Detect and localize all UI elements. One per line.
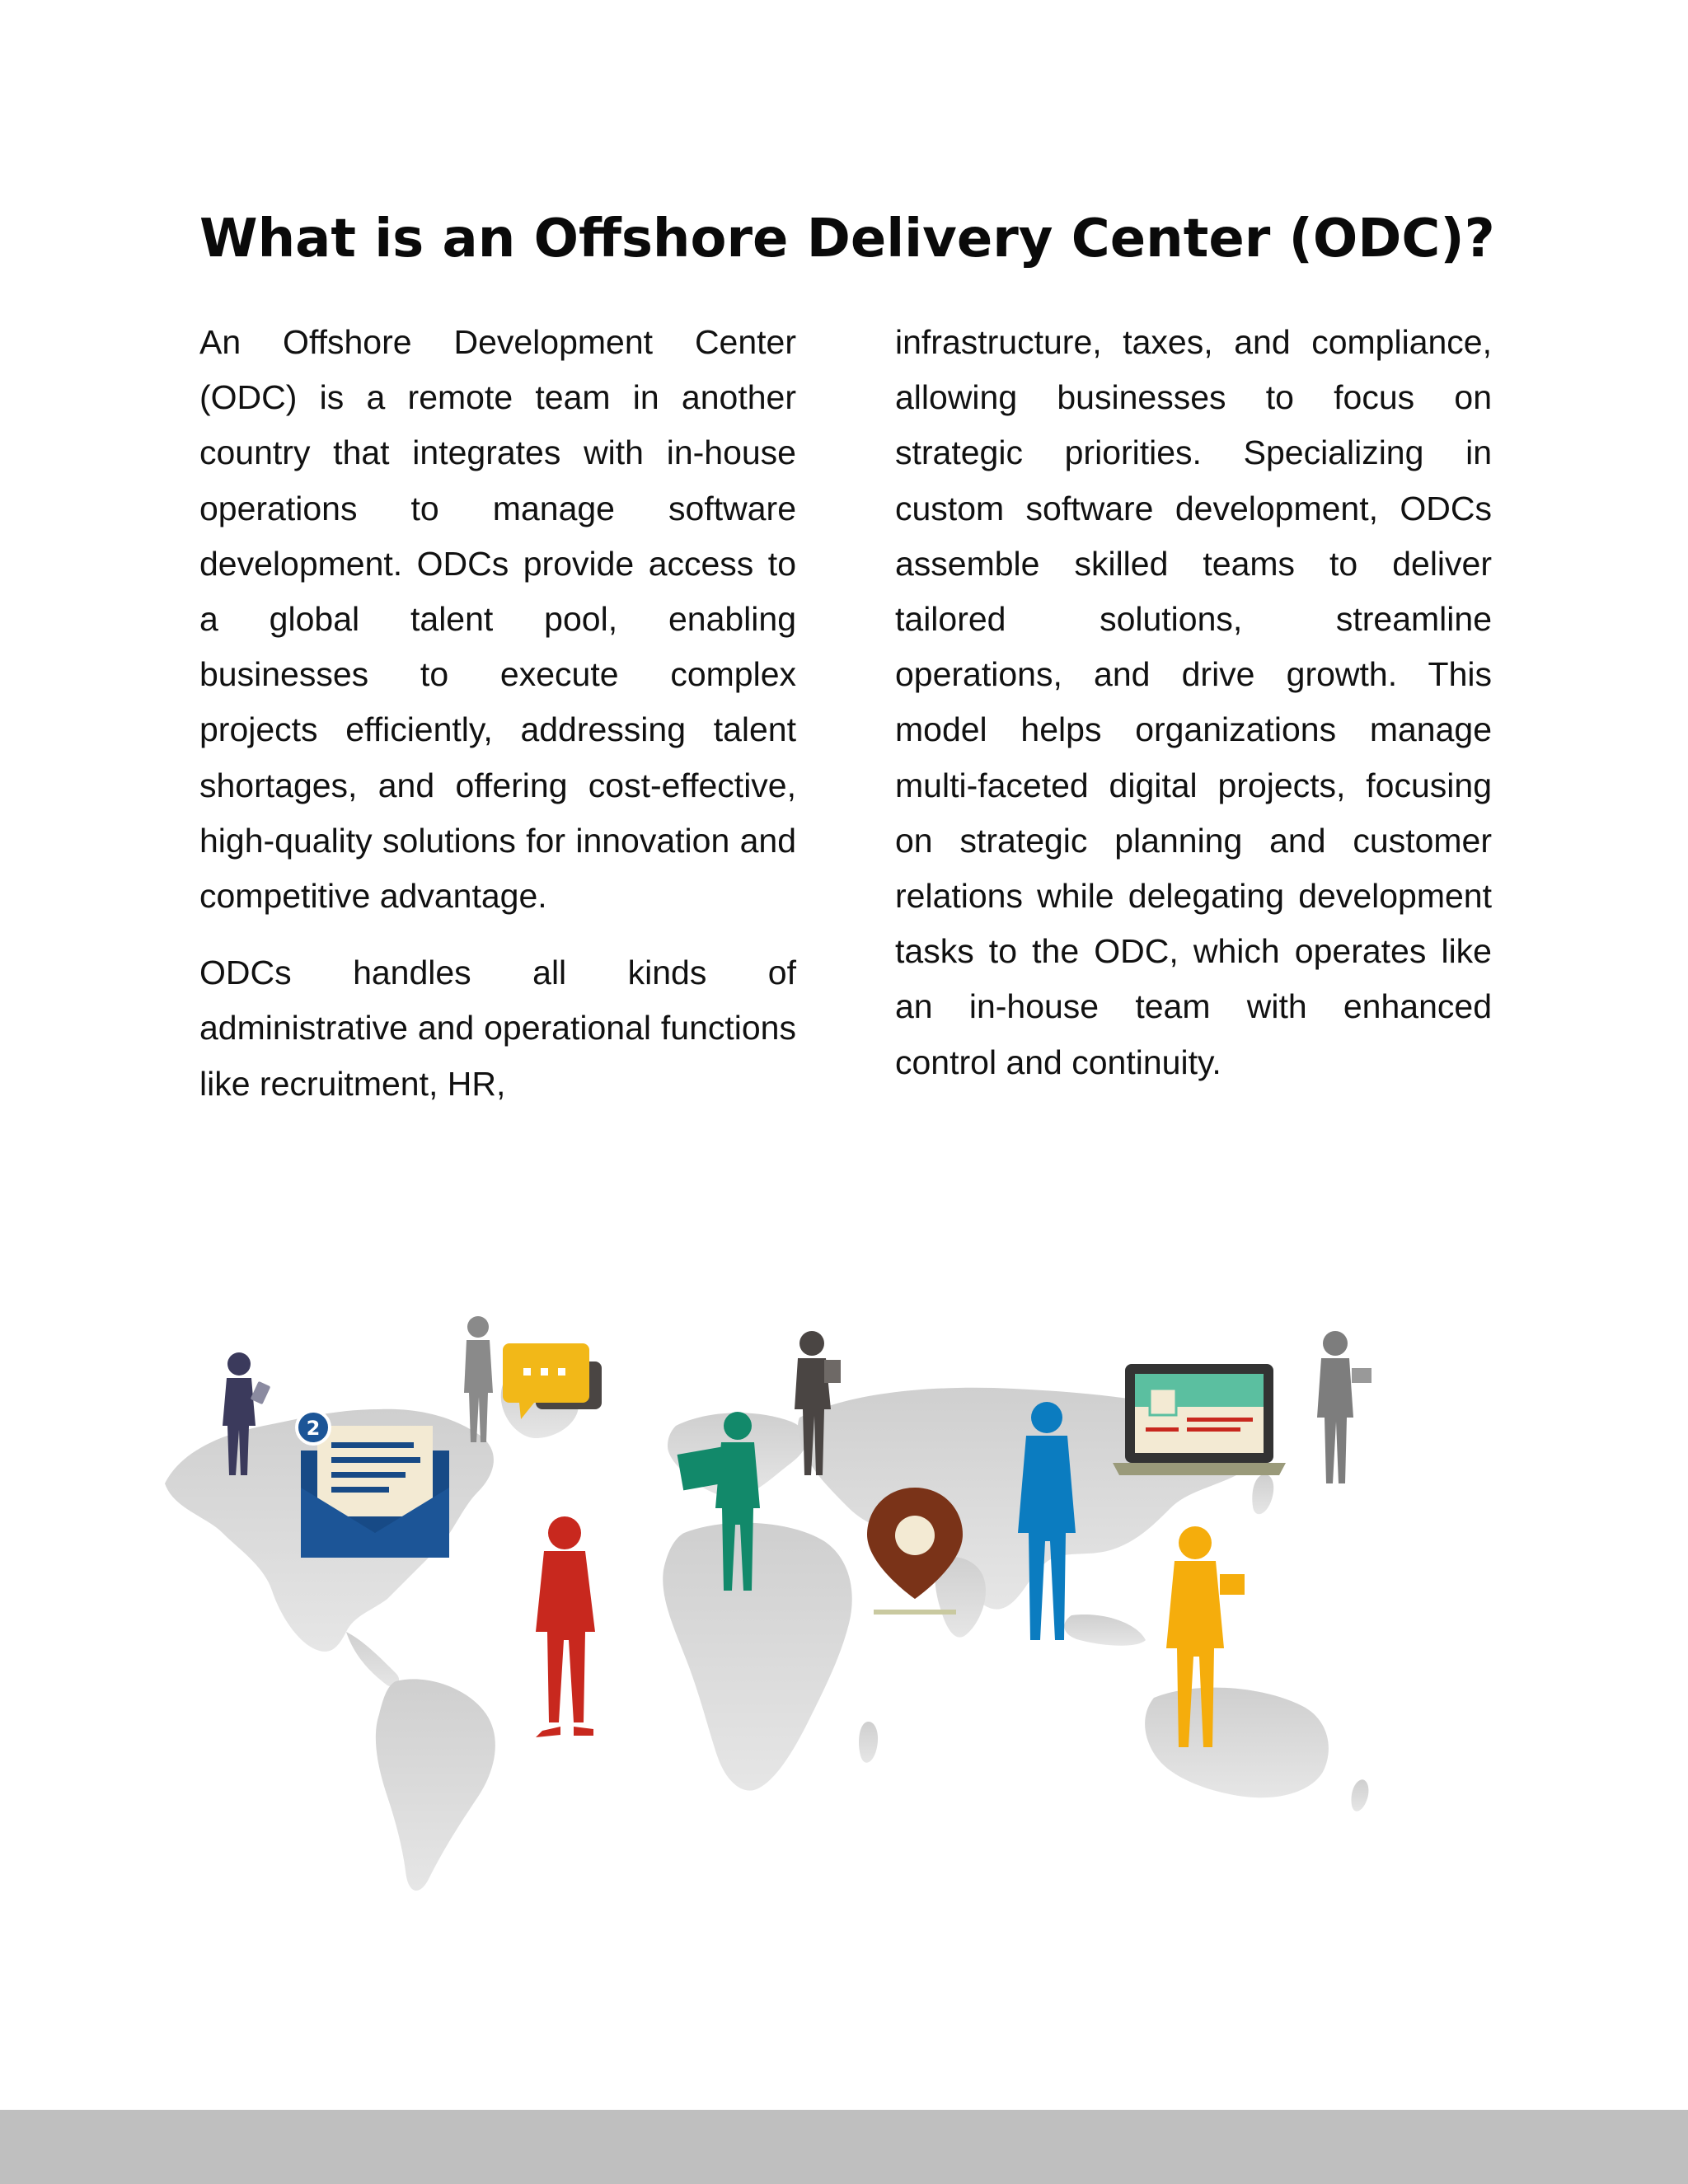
person-silhouette-gray-left <box>464 1316 493 1442</box>
page-title: What is an Offshore Delivery Center (ODC)? <box>199 209 1495 269</box>
text-column-left <box>199 315 796 1112</box>
paragraph-odc-functions: ODCs handles all kinds of administrative and operational functions like recruitment, HR, <box>199 954 796 1103</box>
laptop-icon <box>1113 1364 1286 1475</box>
text-column-right <box>895 315 1492 1090</box>
person-silhouette-blue <box>1018 1402 1076 1640</box>
paragraph-odc-benefits: infrastructure, taxes, and compliance, allowing businesses to focus on strategic priorities. Specializing in custom software development, ODCs assemble skilled teams to deliver tailored solutions, streamline operations, and drive growth. This model helps organizations manage multi-faceted digital projects, focusing on strategic planning and customer relations while delegating development tasks to the ODC, which operates like an in-house team with enhanced control and continuity. <box>895 323 1492 1081</box>
person-silhouette-red <box>536 1516 595 1737</box>
mail-badge-count: 2 <box>306 1417 321 1440</box>
global-team-illustration <box>148 1286 1418 1912</box>
mail-envelope-icon <box>297 1411 449 1558</box>
footer-band <box>0 2110 1688 2184</box>
person-silhouette-gray-right <box>1317 1331 1372 1483</box>
paragraph-odc-definition: An Offshore Development Center (ODC) is a remote team in another country that integrates with in-house operations to manage software development. ODCs provide access to a global talent pool, enabling businesses to execute complex projects efficiently, addressing talent shortages, and offering cost-effective, high-quality solutions for innovation and competitive advantage. <box>199 323 796 916</box>
